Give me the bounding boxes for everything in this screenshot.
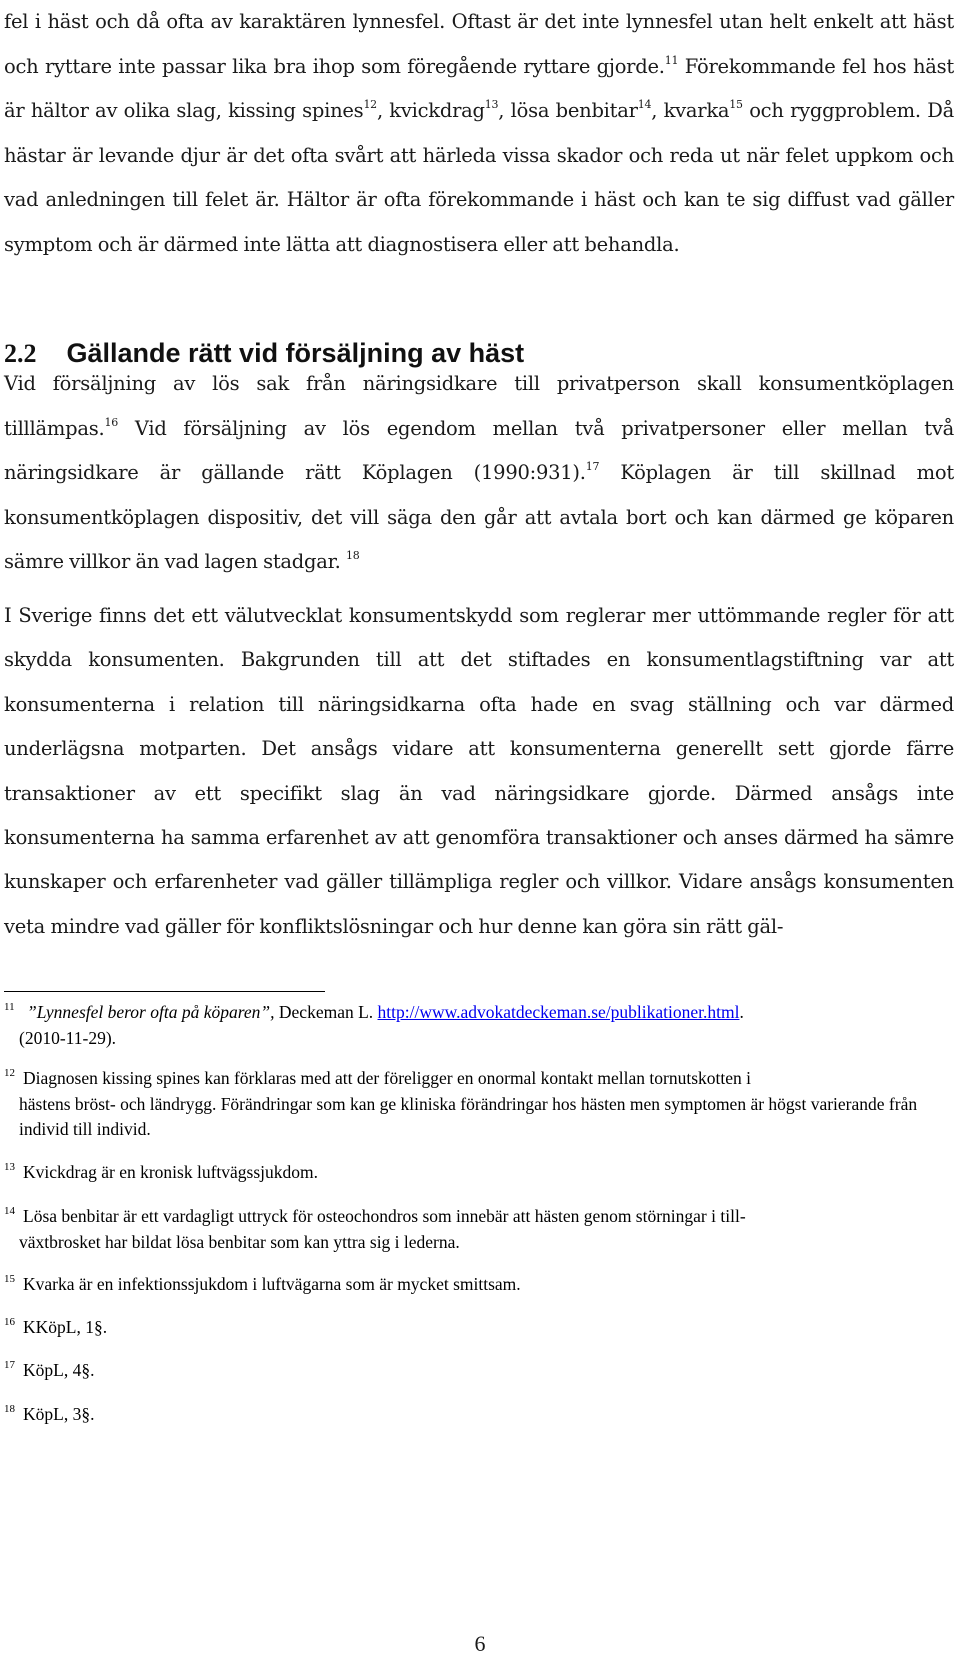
- paragraph-text: och ryggproblem. Då hästar är levande djur är det ofta svårt att härleda vissa skador och reda ut när felet uppkom och vad anledningen till felet är. Hältor är ofta förekommande i häst och kan te sig diffust vad gäller symptom och är därmed inte lätta att diagnostisera eller att behandla.: [4, 99, 955, 256]
- footnote-18: [4, 1402, 954, 1428]
- footnote-11: [4, 1000, 954, 1051]
- footnote-text-cont: växtbrosket har bildat lösa benbitar som kan yttra sig i lederna.: [19, 1231, 460, 1252]
- paragraph-text: , kvickdrag: [376, 99, 485, 123]
- footnote-number: 18: [4, 1403, 15, 1415]
- footnote-number: 15: [4, 1273, 15, 1285]
- footnote-ref[interactable]: 14: [637, 98, 652, 112]
- page-number: 6: [474, 1631, 486, 1656]
- paragraph-text: , lösa benbitar: [498, 99, 638, 123]
- footnote-number: 17: [4, 1359, 15, 1371]
- paragraph-text: Köplagen är till skillnad mot konsumentköplagen dispositiv, det vill säga den går att avtala bort och kan därmed ge köparen sämre villkor än vad lagen stadgar.: [4, 461, 955, 574]
- body-paragraph-consumer-protection: I Sverige finns det ett välutvecklat konsumentskydd som reglerar mer uttömmande regler för att skydda konsumenten. Bakgrunden till att det stiftades en konsumentlagstiftning var att konsumenterna i relation till näringsidkarna ofta hade en svag ställning och var därmed underlägsna motparten. Det ansågs vidare att konsumenterna generellt sett gjorde färre transaktioner av ett specifikt slag än vad näringsidkare gjorde. Därmed ansågs inte konsumenterna ha samma erfarenhet av att genomföra transaktioner och anses därmed ha sämre kunskaper och erfarenheter vad gäller tillämpliga regler och villkor. Vidare ansågs konsumenten veta mindre vad gäller för konfliktslösningar och hur denne kan göra sin rätt gäl-: [4, 604, 954, 938]
- footnote-title: ”Lynnesfel beror ofta på köparen”,: [26, 1002, 275, 1022]
- footnote-text: Kvarka är en infektionssjukdom i luftvägarna som är mycket smittsam.: [23, 1274, 521, 1294]
- footnote-date: (2010-11-29).: [19, 1027, 117, 1048]
- footnote-ref[interactable]: 16: [104, 415, 118, 429]
- footnote-number: 12: [4, 1067, 15, 1079]
- paragraph-text: Förekommande fel hos häst är hältor av olika slag, kissing spines: [4, 54, 954, 123]
- footnote-text: Kvickdrag är en kronisk luftvägssjukdom.: [23, 1162, 319, 1182]
- footnote-text: KöpL, 4§.: [23, 1360, 95, 1380]
- footnote-author: Deckeman L.: [274, 1002, 378, 1022]
- footnote-number: 11: [4, 1001, 15, 1013]
- section-title: Gällande rätt vid försäljning av häst: [66, 338, 525, 368]
- footnote-separator: [4, 991, 325, 992]
- footnote-ref[interactable]: 15: [729, 98, 743, 112]
- body-paragraph-applicable-law: [4, 362, 954, 585]
- paragraph-text: , kvarka: [651, 99, 730, 123]
- paragraph-text: Vid försäljning av lös egendom mellan två privatpersoner eller mellan två näringsidkare är gällande rätt Köplagen (1990:931).: [4, 416, 954, 485]
- footnote-ref[interactable]: 18: [345, 549, 360, 563]
- footnote-ref[interactable]: 11: [664, 53, 679, 67]
- footnote-14: [4, 1204, 954, 1255]
- footnote-ref[interactable]: 12: [363, 98, 377, 112]
- footnote-text: Diagnosen kissing spines kan förklaras med att der föreligger en onormal kontakt mellan tornutskotten i: [23, 1068, 752, 1088]
- paragraph-text: fel i häst och då ofta av karaktären lynnesfel. Oftast är det inte lynnesfel utan helt enkelt att häst och ryttare inte passar lika bra ihop som föregående ryttare gjorde.: [4, 10, 954, 78]
- footnote-12: [4, 1066, 954, 1143]
- footnote-text: KKöpL, 1§.: [23, 1317, 108, 1337]
- footnote-13: [4, 1160, 954, 1186]
- footnote-16: [4, 1315, 954, 1341]
- footnote-ref[interactable]: 17: [585, 460, 600, 474]
- footnote-punct: .: [739, 1002, 744, 1022]
- footnote-number: 13: [4, 1161, 15, 1173]
- footnote-link[interactable]: http://www.advokatdeckeman.se/publikationer.html: [377, 1002, 740, 1022]
- footnote-17: [4, 1358, 954, 1384]
- paragraph-text: Vid försäljning av lös sak från näringsidkare till privatperson skall konsumentköplagen tilllämpas.: [4, 372, 954, 440]
- footnote-number: 14: [4, 1205, 15, 1217]
- body-paragraph-horse-defects: [4, 0, 954, 268]
- section-number: 2.2: [4, 339, 37, 368]
- footnote-text-cont: hästens bröst- och ländrygg. Förändringar som kan ge kliniska förändringar hos hästen men symptomen är högst varierande från individ till individ.: [19, 1093, 918, 1139]
- footnote-number: 16: [4, 1316, 15, 1328]
- footnote-ref[interactable]: 13: [484, 98, 499, 112]
- footnote-text: Lösa benbitar är ett vardagligt uttryck för osteochondros som innebär att hästen genom störningar i till-: [23, 1206, 746, 1226]
- footnote-15: [4, 1272, 954, 1298]
- footnote-text: KöpL, 3§.: [23, 1404, 95, 1424]
